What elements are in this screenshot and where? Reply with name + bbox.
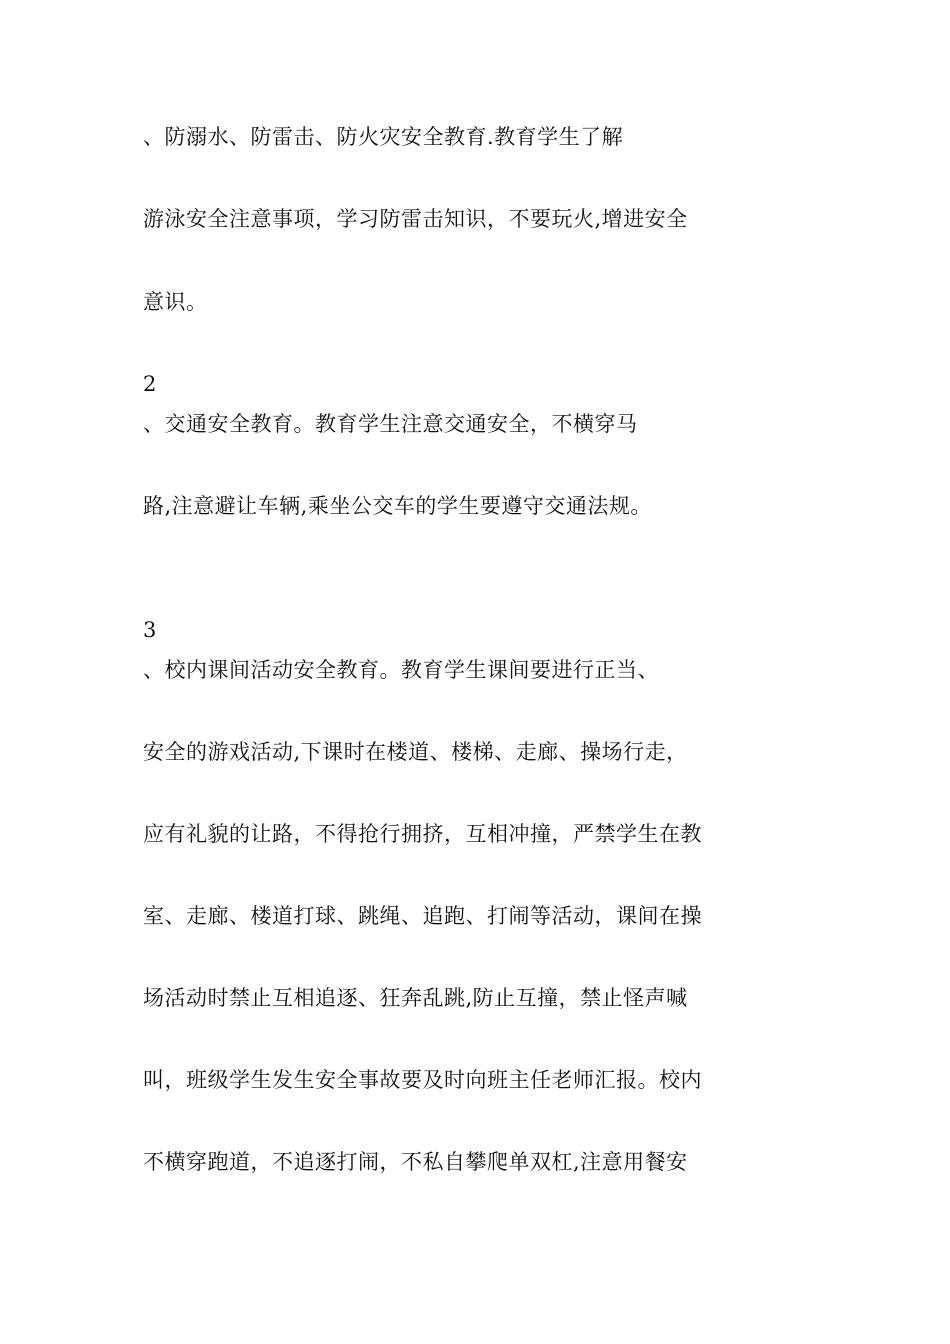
- paragraph-line: 、校内课间活动安全教育。教育学生课间要进行正当、: [143, 658, 659, 682]
- paragraph-line: 游泳安全注意事项，学习防雷击知识，不要玩火,增进安全: [143, 207, 688, 231]
- section-number: 2: [143, 372, 157, 396]
- paragraph-line: 不横穿跑道，不追逐打闹，不私自攀爬单双杠,注意用餐安: [143, 1150, 688, 1174]
- paragraph-line: 应有礼貌的让路，不得抢行拥挤，互相冲撞，严禁学生在教: [143, 822, 702, 846]
- paragraph-line: 意识。: [143, 290, 208, 314]
- paragraph-line: 叫，班级学生发生安全事故要及时向班主任老师汇报。校内: [143, 1068, 702, 1092]
- paragraph-line: 路,注意避让车辆,乘坐公交车的学生要遵守交通法规。: [143, 494, 652, 518]
- paragraph-line: 安全的游戏活动,下课时在楼道、楼梯、走廊、操场行走，: [143, 740, 688, 764]
- paragraph-line: 、交通安全教育。教育学生注意交通安全，不横穿马: [143, 412, 638, 436]
- paragraph-line: 室、走廊、楼道打球、跳绳、追跑、打闹等活动，课间在操: [143, 904, 702, 928]
- section-number: 3: [143, 618, 157, 642]
- paragraph-line: 场活动时禁止互相追逐、狂奔乱跳,防止互撞，禁止怪声喊: [143, 986, 688, 1010]
- paragraph-line: 、防溺水、防雷击、防火灾安全教育.教育学生了解: [143, 125, 624, 149]
